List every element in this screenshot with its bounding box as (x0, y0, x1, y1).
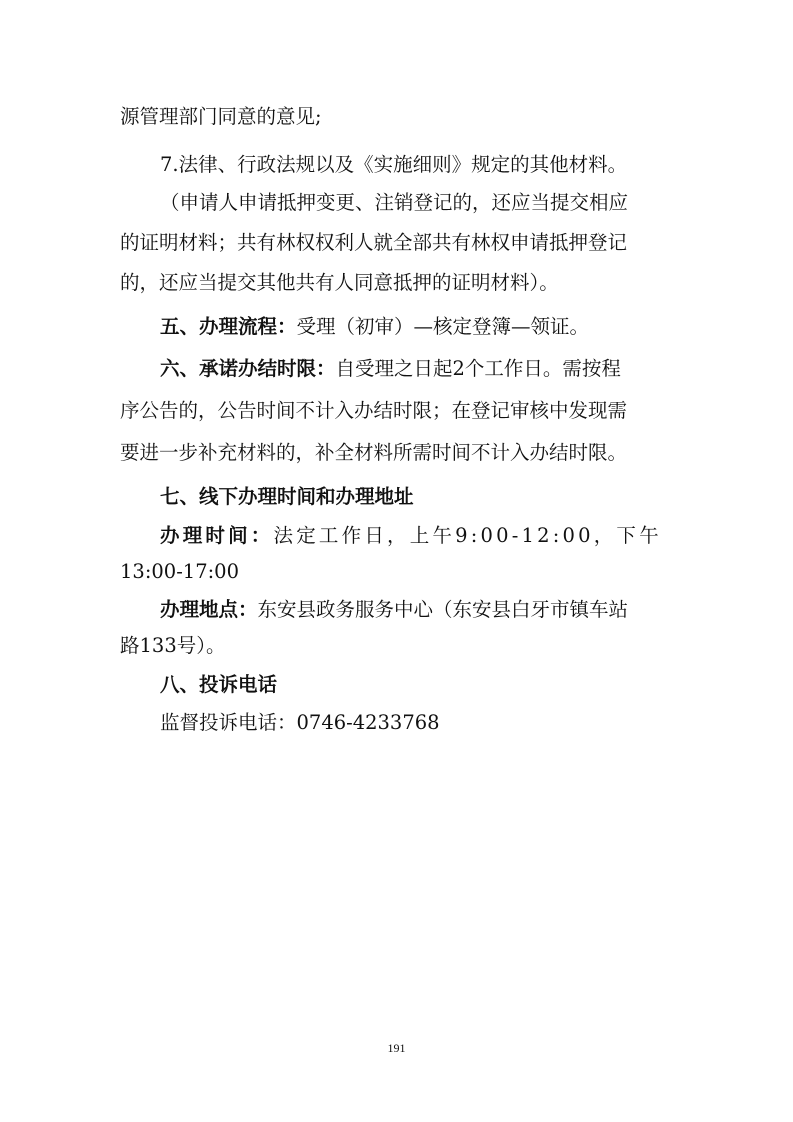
office-address (160, 597, 628, 623)
section-text: 自受理之日起2个工作日。需按程 (335, 357, 621, 380)
page-number: 191 (387, 1041, 406, 1055)
section-text: 受理（初审）—核定登簿—领证。 (296, 315, 590, 338)
section-heading: 五、办理流程： (160, 315, 297, 338)
label: 办理时间： (160, 524, 274, 547)
text-line: 的，还应当提交其他共有人同意抵押的证明材料）。 (120, 271, 559, 294)
text-line: 13:00-17:00 (120, 560, 239, 583)
complaint-phone: 监督投诉电话：0746-4233768 (160, 711, 440, 734)
label: 办理地点： (160, 598, 258, 621)
section-six (160, 356, 621, 382)
value: 东安县政务服务中心（东安县白牙市镇车站 (257, 598, 629, 621)
section-heading: 七、线下办理时间和办理地址 (160, 485, 414, 508)
text-line: 序公告的，公告时间不计入办结时限；在登记审核中发现需 (120, 399, 628, 422)
text-line: 路133号）。 (120, 634, 226, 657)
office-hours (160, 523, 662, 549)
section-five (160, 314, 589, 340)
list-item-7: 7.法律、行政法规以及《实施细则》规定的其他材料。 (160, 153, 628, 176)
section-heading: 六、承诺办结时限： (160, 357, 336, 380)
value: 法定工作日，上午9:00-12:00，下午 (273, 524, 662, 547)
text-line: 的证明材料；共有林权权利人就全部共有林权申请抵押登记 (120, 231, 628, 254)
text-line: 源管理部门同意的意见; (120, 105, 322, 128)
text-line: （申请人申请抵押变更、注销登记的，还应当提交相应 (160, 191, 629, 214)
text-line: 要进一步补充材料的，补全材料所需时间不计入办结时限。 (120, 441, 628, 464)
section-heading: 八、投诉电话 (160, 673, 278, 696)
